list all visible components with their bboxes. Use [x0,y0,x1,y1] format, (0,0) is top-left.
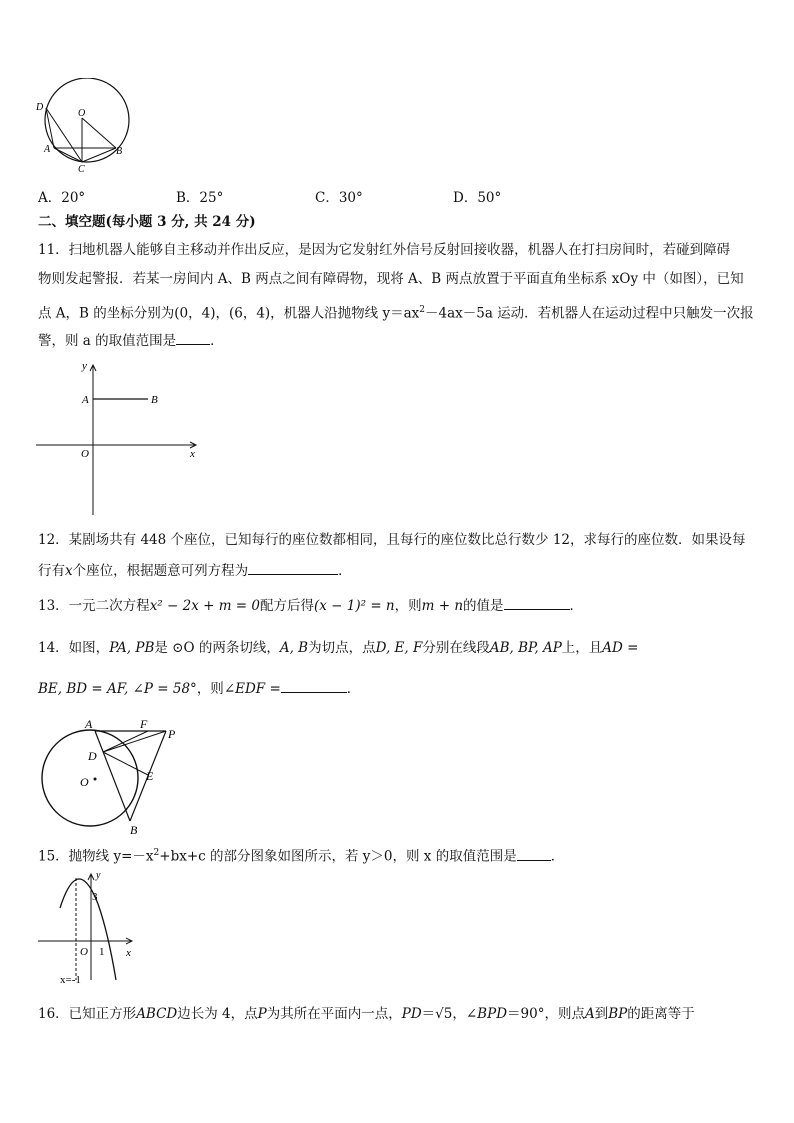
label-A: A [85,717,93,731]
q15-exponent: 2 [153,848,160,858]
q12-line1: 12．某剧场共有 448 个座位，已知每行的座位数都相同，且每行的座位数比总行数少 12，求每行的座位数．如果设每 [38,532,746,548]
section-heading: 二、填空题(每小题 3 分, 共 24 分) [38,214,256,230]
label-O: O [80,946,88,958]
option-c: C．30° [315,190,363,206]
q12-line2-mid: 个座位，根据题意可列方程为 [72,563,249,579]
q14-tangents: PA, PB [109,640,155,656]
label-E: E [146,769,154,783]
label-C: C [78,164,85,174]
q16-text-b: 边长为 4，点 [177,1006,258,1022]
label-D: D [36,102,44,113]
q14-text-e: 上，且 [561,640,603,656]
q11-line3 [38,301,754,323]
q14-period: ． [346,681,361,697]
q15-parabola-diagram [36,868,146,990]
q12-line2-start: 行有 [38,563,65,579]
q14-line2 [38,680,360,698]
q16-text-a: 16．已知正方形 [38,1006,137,1022]
q11-answer-blank [176,332,210,345]
q14-tangent-diagram [40,712,190,837]
q16-point-a: A [584,1006,595,1022]
q11-figure [36,357,206,517]
q11-exponent: 2 [419,305,425,315]
q14-segments: AB, BP, AP [489,640,562,656]
q10-figure [32,78,132,174]
q14-text-f: ，则 [196,681,224,697]
q14-angle: ∠EDF = [223,681,281,697]
q11-line4 [38,332,224,350]
q16-bp: BP [608,1006,628,1022]
q16-text-h: 的距离等于 [627,1006,695,1022]
q12-period: ． [338,563,352,579]
q14-figure [40,712,190,837]
option-b: B．25° [176,190,224,206]
q13-answer-blank [504,597,570,610]
q14-text-b: 是 ⊙O 的两条切线， [154,640,280,656]
q14-text-c: 为切点，点 [308,640,376,656]
q16-square: ABCD [136,1006,178,1022]
q15-figure [36,868,146,990]
q16-root: √5 [435,1006,453,1022]
q11-line1: 11．扫地机器人能够自主移动并作出反应，是因为它发射红外信号反射回接收器，机器人在打扫房间时，若碰到障碍 [38,242,731,258]
option-d: D．50° [453,190,502,206]
label-B: B [151,394,158,406]
label-1: 1 [99,946,105,958]
q15-text-a: 15．抛物线 y=－x [38,848,154,865]
q12-line2 [38,562,352,580]
q16-equals: ＝ [421,1006,436,1022]
q12-answer-blank [248,562,338,575]
q15-answer-blank [517,848,551,861]
label-y: y [82,360,87,372]
label-D: D [88,749,97,763]
q13-sum: m + n [421,598,464,614]
q10-circle-diagram [32,78,132,174]
q13-period: ． [569,598,584,614]
q15-period: ． [550,848,565,865]
label-x: x [126,947,131,959]
q13-text-a: 13．一元二次方程 [38,598,150,614]
q16-line [38,1005,695,1023]
label-P: P [168,727,176,741]
option-a: A．20° [38,190,86,206]
q11-period: ． [210,333,224,349]
q12-variable: x [65,563,73,579]
q16-comma: ， [452,1006,466,1022]
label-O: O [80,775,89,789]
label-x: x [190,448,195,460]
q13-completed-square: (x − 1)² = n [314,598,395,614]
label-axis: x=-1 [60,974,81,986]
q16-text-g: 到 [594,1006,609,1022]
label-F: F [140,717,148,731]
q11-line2: 物则发起警报．若某一房间内 A、B 两点之间有障碍物，现将 A、B 两点放置于平面直角坐标系 xOy 中（如图），已知 [38,271,744,287]
q15-line [38,844,564,866]
q14-line1 [38,639,638,657]
label-A: A [44,144,51,155]
q14-tangent-points: A, B [279,640,309,656]
q13-text-d: 的值是 [463,598,504,614]
label-O: O [81,448,89,460]
q13-text-b: 配方后得 [260,598,314,614]
q11-line3-end: －4ax－5a 运动．若机器人在运动过程中只触发一次报 [425,305,754,322]
label-O: O [78,108,86,119]
q11-line4-text: 警，则 a 的取值范围是 [38,333,177,349]
label-y: y [96,870,101,881]
q15-text-b: +bx+c 的部分图象如图所示，若 y＞0，则 x 的取值范围是 [159,848,517,865]
q16-pd: PD [401,1006,422,1022]
label-B: B [130,823,138,837]
q14-answer-blank [281,680,347,693]
q14-ad: AD = [602,640,639,656]
q16-text-c: 为其所在平面内一点， [266,1006,402,1022]
q16-point: P [257,1006,267,1022]
q11-coordinate-diagram [36,357,206,517]
q14-text-d: 分别在线段 [422,640,490,656]
q14-conditions: BE, BD = AF, ∠P = 58° [38,681,197,697]
q16-text-f: ＝90°，则点 [507,1006,585,1022]
label-3: 3 [92,891,98,903]
label-B: B [116,146,123,157]
label-A: A [82,394,89,406]
q16-angle: ∠BPD [465,1006,508,1022]
q11-line3-start: 点 A，B 的坐标分别为(0，4)，(6，4)，机器人沿抛物线 y＝ax [38,305,420,322]
q13-line [38,597,583,615]
q13-equation: x² − 2x + m = 0 [149,598,260,614]
q13-text-c: ，则 [394,598,422,614]
q14-text-a: 14．如图， [38,640,110,656]
q14-points: D, E, F [375,640,423,656]
